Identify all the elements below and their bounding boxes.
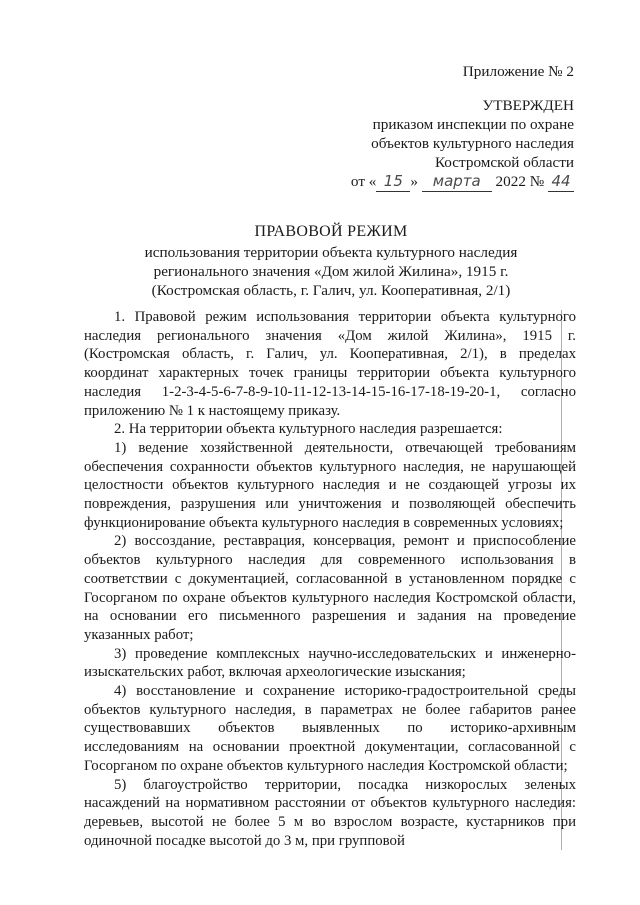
date-year-label: 2022 № — [495, 173, 545, 190]
document-title-block — [86, 222, 576, 300]
title-line-3: (Костромская область, г. Галич, ул. Кооперативная, 2/1) — [151, 282, 511, 299]
date-prefix: от « — [350, 173, 377, 190]
date-day: 15 — [376, 172, 410, 192]
order-line-1: приказом инспекции по охране — [372, 116, 574, 133]
document-heading: ПРАВОВОЙ РЕЖИМ — [254, 223, 408, 240]
paragraph: 2) воссоздание, реставрация, консервация, ремонт и приспособление объектов культурного наследия для современного использования в соответствии с документацией, согласованной в установленном порядке с Госорганом по охране объектов культурного наследия Костромской области, на основании его письменного разрешения и задания на проведение указанных работ; — [84, 533, 576, 643]
date-mid: » — [410, 173, 418, 190]
title-line-2: регионального значения «Дом жилой Жилина», 1915 г. — [153, 263, 509, 280]
document-body — [84, 308, 576, 849]
order-date-line — [351, 172, 574, 192]
approved-label: УТВЕРЖДЕН — [482, 97, 574, 114]
paragraph: 3) проведение комплексных научно-исследовательских и инженерно-изыскательских работ, включая археологические изыскания; — [84, 645, 576, 681]
title-line-1: использования территории объекта культурного наследия — [144, 244, 518, 261]
paragraph: 2. На территории объекта культурного наследия разрешается: — [114, 421, 503, 438]
paragraph: 4) восстановление и сохранение историко-градостроительной среды объектов культурного наследия, в параметрах не более габаритов ранее существовавших объектов выявленных по историко-архивным исследованиям на основании проектной документации, согласованной с Госорганом по охране объектов культурного наследия Костромской области; — [84, 683, 576, 774]
order-number: 44 — [548, 172, 574, 192]
order-line-2: объектов культурного наследия — [371, 135, 574, 152]
approval-block — [351, 62, 574, 192]
order-line-3: Костромской области — [434, 154, 574, 171]
paragraph: 1. Правовой режим использования территории объекта культурного наследия регионального значения «Дом жилой Жилина», 1915 г. (Костромская область, г. Галич, ул. Кооперативная, 2/1), в пределах координат характерных точек границы территории объекта культурного наследия 1-2-3-4-5-6-7-8-9-10-11-12-13-14-15-16-17-18-19-20-1, согласно приложению № 1 к настоящему приказу. — [84, 309, 576, 419]
appendix-label: Приложение № 2 — [462, 63, 574, 80]
paragraph: 5) благоустройство территории, посадка низкорослых зеленых насаждений на нормативном расстоянии от объектов культурного наследия: деревьев, высотой не более 5 м во взрослом возрасте, кустарников при одиночной посадке высотой до 3 м, при групповой — [84, 776, 576, 849]
date-month: марта — [422, 172, 492, 192]
paragraph: 1) ведение хозяйственной деятельности, отвечающей требованиям обеспечения сохранности объектов культурного наследия, не нарушающей целостности объектов культурного наследия и не создающей угрозы их повреждения, разрушения или уничтожения и позволяющей обеспечить функционирование объекта культурного наследия в современных условиях; — [84, 439, 576, 531]
